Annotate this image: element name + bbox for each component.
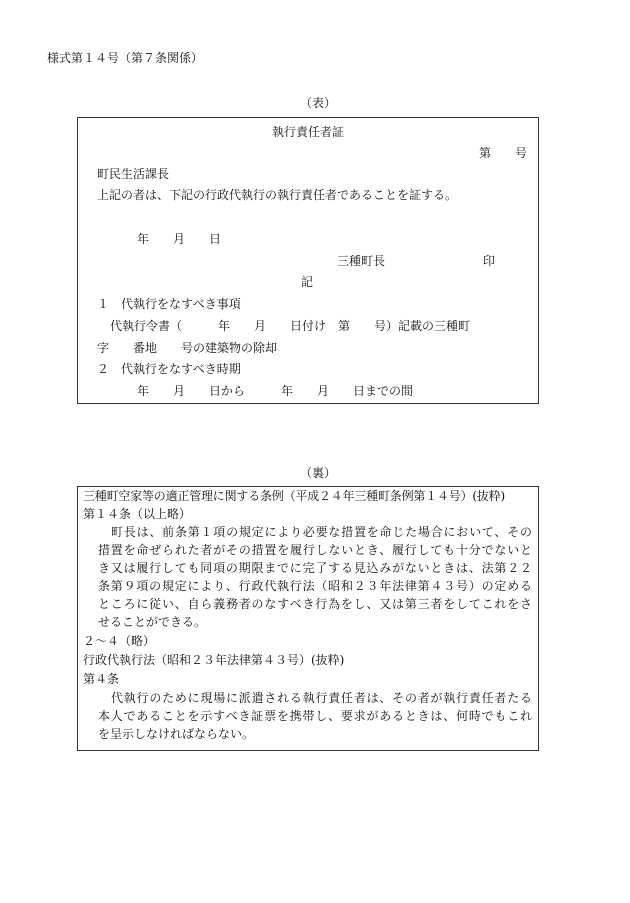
article14-line: 条第９項の規定により、行政代執行法（昭和２３年法律第４３号）の定める bbox=[98, 579, 532, 593]
article14-line: ところに従い、自ら義務者のなすべき行為をし、又は第三者をしてこれをさ bbox=[98, 597, 532, 611]
seal-mark: 印 bbox=[483, 254, 496, 268]
item1-heading: １ 代執行をなすべき事項 bbox=[97, 297, 241, 311]
article4-line: を呈示しなければならない。 bbox=[98, 727, 255, 741]
ki-heading: 記 bbox=[301, 275, 314, 289]
certification-text: 上記の者は、下記の行政代執行の執行責任者であることを証する。 bbox=[97, 188, 458, 202]
form-number: 様式第１４号（第７条関係） bbox=[47, 51, 204, 65]
item2-line: 年 月 日から 年 月 日までの間 bbox=[137, 384, 414, 398]
omitted-note: ２～４（略） bbox=[83, 634, 156, 648]
issue-date: 年 月 日 bbox=[137, 232, 222, 246]
item1-line2: 字 番地 号の建築物の除却 bbox=[97, 341, 278, 355]
law-title: 行政代執行法（昭和２３年法律第４３号）(抜粋) bbox=[83, 653, 345, 667]
certificate-front-box bbox=[77, 117, 539, 404]
article14-line: 町長は、前条第１項の規定により必要な措置を命じた場合において、その bbox=[111, 525, 532, 539]
issuer-name: 三種町長 bbox=[337, 254, 386, 268]
article14-line: 措置を命ぜられた者がその措置を履行しないとき、履行しても十分でないと bbox=[98, 543, 532, 557]
addressee: 町民生活課長 bbox=[97, 167, 170, 181]
front-side-label: （表） bbox=[300, 96, 337, 110]
certificate-title: 執行責任者証 bbox=[271, 125, 344, 139]
ordinance-title: 三種町空家等の適正管理に関する条例（平成２４年三種町条例第１４号）(抜粋) bbox=[83, 489, 505, 503]
article4-line: 代執行のために現場に派遣される執行責任者は、その者が執行責任者たる bbox=[111, 691, 532, 705]
item2-heading: ２ 代執行をなすべき時期 bbox=[97, 362, 241, 376]
certificate-back-box bbox=[77, 486, 539, 751]
article4-heading: 第４条 bbox=[83, 672, 120, 686]
certificate-number: 第 号 bbox=[479, 146, 528, 160]
article14-line: き又は履行しても同項の期限までに完了する見込みがないときは、法第２２ bbox=[98, 561, 532, 575]
item1-line1: 代執行令書（ 年 月 日付け 第 号）記載の三種町 bbox=[110, 319, 471, 333]
article14-heading: 第１４条（以上略） bbox=[83, 507, 192, 521]
back-side-label: （裏） bbox=[300, 466, 337, 480]
article4-line: 本人であることを示すべき証票を携帯し、要求があるときは、何時でもこれ bbox=[98, 709, 532, 723]
article14-line: せることができる。 bbox=[98, 615, 207, 629]
